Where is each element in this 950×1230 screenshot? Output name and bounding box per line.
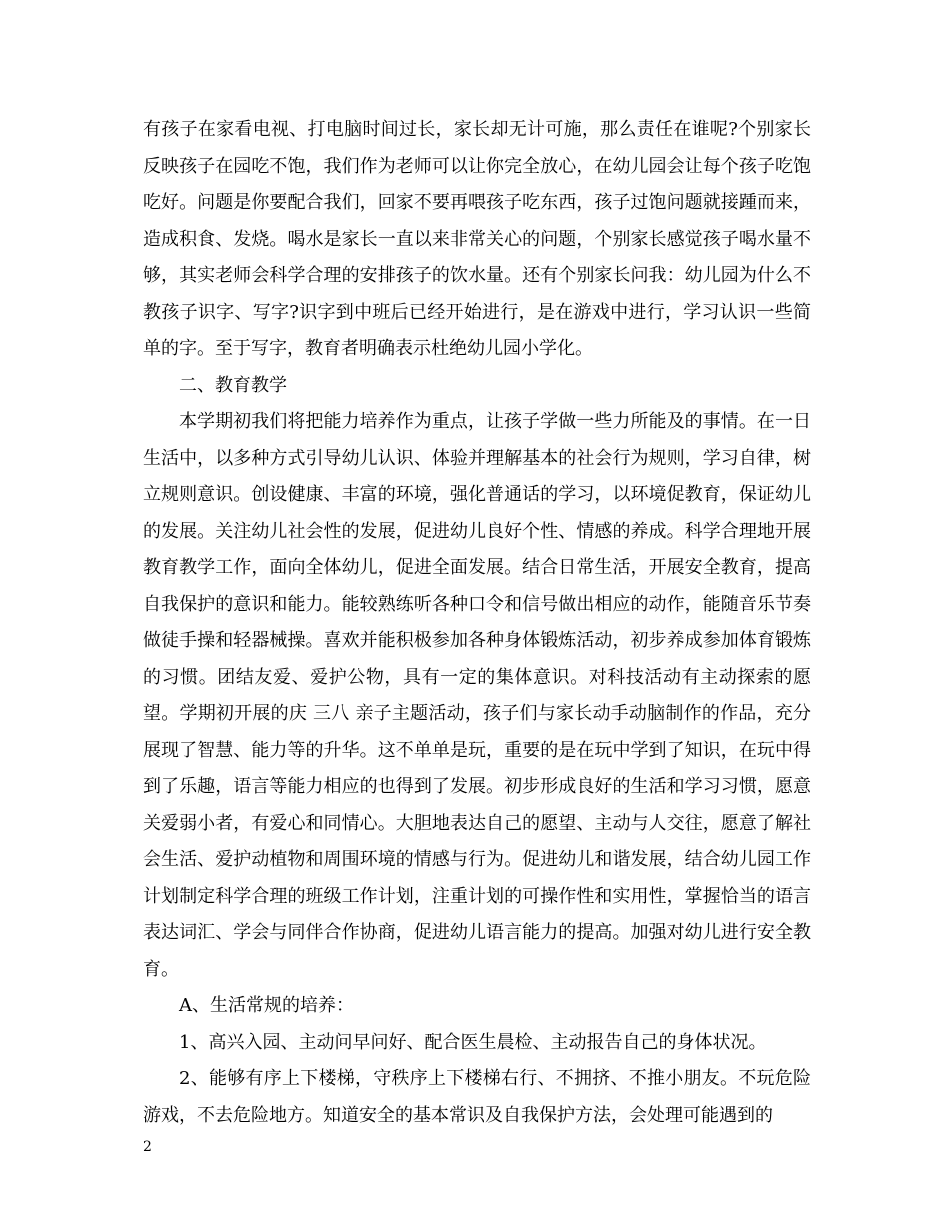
paragraph: 本学期初我们将把能力培养作为重点，让孩子学做一些力所能及的事情。在一日生活中，以多种方式引导幼儿认识、体验并理解基本的社会行为规则，学习自律，树立规则意识。创设健康、丰富的环境，强化普通话的学习，以环境促教育，保证幼儿的发展。关注幼儿社会性的发展，促进幼儿良好个性、情感的养成。科学合理地开展教育教学工作，面向全体幼儿，促进全面发展。结合日常生活，开展安全教育，提高自我保护的意识和能力。能较熟练听各种口令和信号做出相应的动作，能随音乐节奏做徒手操和轻器械操。喜欢并能积极参加各种身体锻炼活动，初步养成参加体育锻炼的习惯。团结友爱、爱护公物，具有一定的集体意识。对科技活动有主动探索的愿望。学期初开展的庆 三八 亲子主题活动，孩子们与家长动手动脑制作的作品，充分展现了智慧、能力等的升华。这不单单是玩，重要的是在玩中学到了知识，在玩中得到了乐趣，语言等能力相应的也得到了发展。初步形成良好的生活和学习习惯，愿意关爱弱小者，有爱心和同情心。大胆地表达自己的愿望、主动与人交往，愿意了解社会生活、爱护动植物和周围环境的情感与行为。促进幼儿和谐发展，结合幼儿园工作计划制定科学合理的班级工作计划，注重计划的可操作性和实用性，掌握恰当的语言表达词汇、学会与同伴合作协商，促进幼儿语言能力的提高。加强对幼儿进行安全教育。 (143, 411, 811, 980)
page-number: 2 (143, 1139, 152, 1155)
document-body (143, 112, 811, 1134)
list-item: 1、高兴入园、主动问早问好、配合医生晨检、主动报告自己的身体状况。 (179, 1031, 767, 1053)
section-heading: 二、教育教学 (179, 374, 287, 396)
list-item: 2、能够有序上下楼梯，守秩序上下楼梯右行、不拥挤、不推小朋友。不玩危险游戏，不去危险地方。知道安全的基本常识及自我保护方法，会处理可能遇到的 (143, 1068, 811, 1126)
subsection-heading: A、生活常规的培养： (179, 995, 354, 1016)
paragraph: 有孩子在家看电视、打电脑时间过长，家长却无计可施，那么责任在谁呢?个别家长反映孩子在园吃不饱，我们作为老师可以让你完全放心，在幼儿园会让每个孩子吃饱吃好。问题是你要配合我们，回家不要再喂孩子吃东西，孩子过饱问题就接踵而来，造成积食、发烧。喝水是家长一直以来非常关心的问题，个别家长感觉孩子喝水量不够，其实老师会科学合理的安排孩子的饮水量。还有个别家长问我：幼儿园为什么不教孩子识字、写字?识字到中班后已经开始进行，是在游戏中进行，学习认识一些简单的字。至于写字，教育者明确表示杜绝幼儿园小学化。 (143, 119, 811, 359)
